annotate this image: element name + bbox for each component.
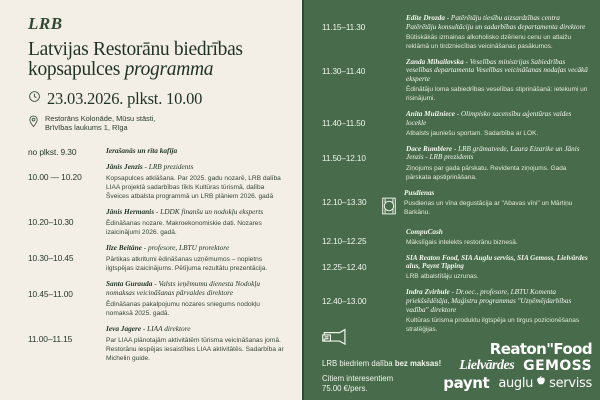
schedule-speaker bbox=[406, 228, 590, 237]
schedule-speaker bbox=[106, 147, 286, 156]
schedule-time: 11.50–12.10 bbox=[322, 153, 366, 163]
schedule-row bbox=[322, 14, 590, 52]
plate-cutlery-icon bbox=[378, 189, 404, 222]
sponsor-logo-paynt: paynt bbox=[443, 374, 490, 392]
schedule-row bbox=[322, 254, 590, 283]
fee-others-line-1: Citiem interesentiem bbox=[322, 374, 394, 384]
schedule-row bbox=[28, 208, 286, 237]
schedule-description: Mākslīgais intelekts restorānu biznesā. bbox=[406, 238, 518, 246]
schedule-row bbox=[28, 163, 286, 202]
title-line-2b: programma bbox=[124, 59, 214, 81]
footer bbox=[322, 328, 592, 394]
schedule-body bbox=[106, 244, 286, 273]
fee-members bbox=[322, 359, 442, 369]
schedule-body bbox=[106, 163, 286, 202]
speaker-role: - Valsts ieņēmumu dienesta Nodokļu nomaksas veicināšanas pārvaldes direktore bbox=[106, 278, 261, 297]
speaker-name: CompuCash bbox=[406, 227, 443, 236]
speaker-name: Jānis Jenzis bbox=[106, 162, 143, 172]
speaker-role: - Veselības ministrijas Sabiedrības veselības departamenta Veselības veicināšanas nodaļas vecākā eksperte bbox=[406, 57, 588, 83]
schedule-speaker bbox=[406, 288, 590, 314]
speaker-name: Ilze Beitāne bbox=[106, 243, 142, 252]
schedule-description: LRB atbalstītāju uzrunas. bbox=[406, 273, 479, 281]
schedule-body bbox=[404, 254, 590, 283]
speaker-name: Santa Gurauda bbox=[106, 278, 153, 288]
schedule-time: 10.30–10.45 bbox=[28, 253, 74, 263]
schedule-right bbox=[322, 14, 590, 335]
speaker-role: - Olimpisko sacensību aģentūras valdes locekle bbox=[406, 110, 572, 127]
schedule-time: 10.00 — 10.20 bbox=[28, 172, 82, 183]
speaker-name: Jānis Hermanis bbox=[106, 207, 155, 217]
speaker-role: - LRB grāmatvede, Laura Eizarike un Jānis Jenzis - LRB prezidents bbox=[406, 144, 580, 162]
sponsor-logo-gemoss: GEMOSS bbox=[523, 358, 592, 374]
lrb-logo: LRB bbox=[28, 14, 63, 33]
schedule-time: 12.10–13.30 bbox=[322, 197, 367, 207]
schedule-icon-empty bbox=[378, 145, 404, 183]
schedule-icon-empty bbox=[378, 58, 404, 104]
speaker-name: Edīte Drozda bbox=[406, 14, 445, 22]
schedule-speaker bbox=[106, 163, 286, 172]
schedule-time: 11.40–11.50 bbox=[322, 119, 366, 129]
speaker-role: - LDDK finanšu un nodokļu eksperts bbox=[154, 207, 264, 217]
speaker-name: Pusdienas bbox=[404, 188, 435, 197]
schedule-row bbox=[28, 147, 286, 157]
schedule-description: Ēdinātāju loma sabiedrības veselības stiprināšanā: ietekumi un risinājumi. bbox=[406, 86, 588, 103]
sponsor-logo-lielvardes: Lielvārdes bbox=[459, 358, 515, 373]
schedule-row bbox=[322, 228, 590, 248]
schedule-row bbox=[322, 145, 590, 183]
schedule-body bbox=[106, 280, 286, 318]
fee-block bbox=[322, 328, 442, 394]
speaker-role: - Dr.oec., profesore, LBTU Komenta priekšsēdētāja, Maģistru programmas "Uzņēmējdarbības vadība" direktore bbox=[406, 288, 572, 314]
schedule-body bbox=[404, 145, 590, 183]
schedule-speaker bbox=[404, 189, 590, 198]
schedule-time: 11.15–11.30 bbox=[322, 23, 366, 32]
schedule-time: 11.30–11.40 bbox=[322, 66, 366, 76]
schedule-time: 10.45–11.00 bbox=[28, 288, 73, 299]
schedule-icon-empty bbox=[378, 14, 404, 52]
schedule-icon-empty bbox=[378, 110, 404, 139]
schedule-body bbox=[106, 147, 286, 157]
speaker-role: - Patērētāju tiesību aizsardzības centra Patērētāju konsultāciju un sadarbības departamenta direktore bbox=[406, 14, 586, 31]
schedule-description: Ziņojums par gada pārskatu. Revidenta ziņojums. Gada pārskata apstiprināšana. bbox=[406, 164, 567, 181]
sponsor-serviss-word: serviss bbox=[549, 376, 592, 391]
schedule-body bbox=[404, 110, 590, 139]
venue-address bbox=[45, 114, 156, 133]
sponsor-logo-reaton: Reaton"Food bbox=[489, 340, 592, 358]
fee-others bbox=[322, 374, 442, 394]
schedule-speaker bbox=[406, 145, 590, 162]
speaker-role: - LRB prezidents bbox=[142, 162, 194, 172]
schedule-description: Ēdināšanas nozare. Makroekonomiskie dati. Nozares izaicinājumi 2026. gadā. bbox=[106, 220, 262, 237]
schedule-left bbox=[28, 147, 286, 364]
speaker-name: Zanda Mihailovska bbox=[406, 57, 464, 66]
speaker-name: SIA Reaton Food, SIA Auglu serviss, SIA Gemoss, Lielvārdes alus, Paynt Tipping bbox=[406, 253, 588, 271]
schedule-icon-empty bbox=[378, 254, 404, 283]
schedule-description: Pusdienas un vīna degustācija ar "Abavas vīni" un Mārtiņu Barkānu. bbox=[404, 199, 573, 216]
sponsor-logo-auglu-serviss bbox=[498, 375, 592, 392]
datetime-row bbox=[28, 89, 286, 109]
speaker-name: Indra Zvirbule bbox=[406, 288, 450, 297]
schedule-speaker bbox=[106, 244, 286, 253]
sponsor-row-2 bbox=[459, 359, 592, 373]
schedule-row bbox=[28, 280, 286, 318]
schedule-icon-empty bbox=[378, 228, 404, 248]
schedule-speaker bbox=[406, 254, 590, 271]
map-pin-icon bbox=[28, 115, 39, 133]
right-panel bbox=[304, 0, 600, 400]
schedule-row bbox=[28, 325, 286, 364]
speaker-role: - profesore, LBTU prorektore bbox=[141, 243, 230, 252]
venue-line-2: Brīvības laukums 1, Rīga bbox=[45, 123, 128, 132]
schedule-row bbox=[322, 58, 590, 104]
schedule-time: 10.20–10.30 bbox=[28, 217, 74, 228]
sponsor-auglu-word: auglu bbox=[498, 376, 534, 391]
page-title bbox=[28, 40, 286, 81]
schedule-body bbox=[404, 14, 590, 52]
fee-members-prefix: LRB biedriem dalība bbox=[322, 359, 395, 369]
schedule-row bbox=[322, 189, 590, 222]
schedule-row bbox=[28, 244, 286, 273]
title-line-2a: kopsapulces bbox=[28, 59, 125, 81]
venue-row bbox=[28, 114, 286, 133]
fee-others-line-2: 75.00 €/pers. bbox=[322, 384, 368, 394]
schedule-time: 12.25–12.40 bbox=[322, 262, 367, 272]
schedule-description: Par LIAA plānotajām aktivitātēm tūrisma veicināšanas jomā. Restorānu iespējas iesaistīties LIAA aktivitātēs. Sadarbība ar Michelin guide. bbox=[106, 336, 284, 363]
schedule-speaker bbox=[406, 14, 590, 31]
sponsor-row-1 bbox=[490, 342, 592, 357]
sponsor-logos bbox=[442, 342, 592, 394]
schedule-time: 12.40–13.00 bbox=[322, 297, 367, 307]
schedule-description: Kopsapulces atklāšana. Par 2025. gadu nozarē, LRB dalība LIAA projektā sadarbības tīkls Kultūras tūrismā, dalība Šveices atbalsta programmā un LRB plāniem 2026. gadā bbox=[106, 175, 281, 201]
speaker-name: Ierašanās un rīta kafija bbox=[106, 145, 178, 155]
schedule-speaker bbox=[406, 58, 590, 84]
schedule-body bbox=[404, 58, 590, 104]
schedule-description: Pārtikas atkritumi ēdināšanas uzņēmumos – nopietns ilgtspējas izaicinājums. Pētījuma rezultātu prezentācija. bbox=[106, 256, 268, 273]
schedule-row bbox=[322, 110, 590, 139]
sponsor-row-3 bbox=[443, 375, 592, 392]
speaker-name: Anita Muižniece bbox=[406, 110, 455, 119]
schedule-description: Ēdināšanas pakalpojumu nozares sniegums nodokļu nomaksā 2025. gadā. bbox=[106, 300, 260, 318]
venue-line-1: Restorāns Kolonāde, Mūsu stāsti, bbox=[45, 113, 156, 123]
apple-icon bbox=[534, 375, 548, 392]
schedule-speaker bbox=[106, 325, 286, 334]
speaker-name: Ieva Jagere bbox=[106, 323, 142, 333]
schedule-time: no plkst. 9.30 bbox=[28, 146, 77, 157]
event-datetime: 23.03.2026. plkst. 10.00 bbox=[47, 88, 203, 108]
schedule-speaker bbox=[106, 280, 286, 298]
schedule-body bbox=[404, 228, 590, 248]
schedule-body bbox=[404, 189, 590, 222]
schedule-time: 12.10–12.25 bbox=[322, 236, 367, 246]
schedule-description: Atbalsts jauniešu sportam. Sadarbība ar LOK. bbox=[406, 129, 539, 137]
fee-members-bold: bez maksas! bbox=[394, 359, 442, 369]
schedule-time: 11.00–11.15 bbox=[28, 333, 73, 344]
schedule-description: Būtiskākās izmaiņas alkoholisko dzērienu cenu un atlaižu reklāmā un tirdzniecības veicināšanas pasākumos. bbox=[406, 33, 572, 50]
title-line-1: Latvijas Restorānu biedrības bbox=[28, 39, 243, 60]
schedule-body bbox=[106, 208, 286, 237]
speaker-role: - LIAA direktore bbox=[141, 323, 191, 333]
schedule-description: Kultūras tūrisma produktu ilgtspēja un tirgus pozicionēšanas stratēģijas. bbox=[406, 316, 580, 333]
schedule-speaker bbox=[406, 110, 590, 127]
speaker-name: Dace Rumblere bbox=[406, 144, 453, 153]
schedule-speaker bbox=[106, 208, 286, 217]
ticket-icon bbox=[322, 328, 442, 353]
schedule-body bbox=[106, 325, 286, 364]
clock-icon bbox=[28, 90, 41, 108]
